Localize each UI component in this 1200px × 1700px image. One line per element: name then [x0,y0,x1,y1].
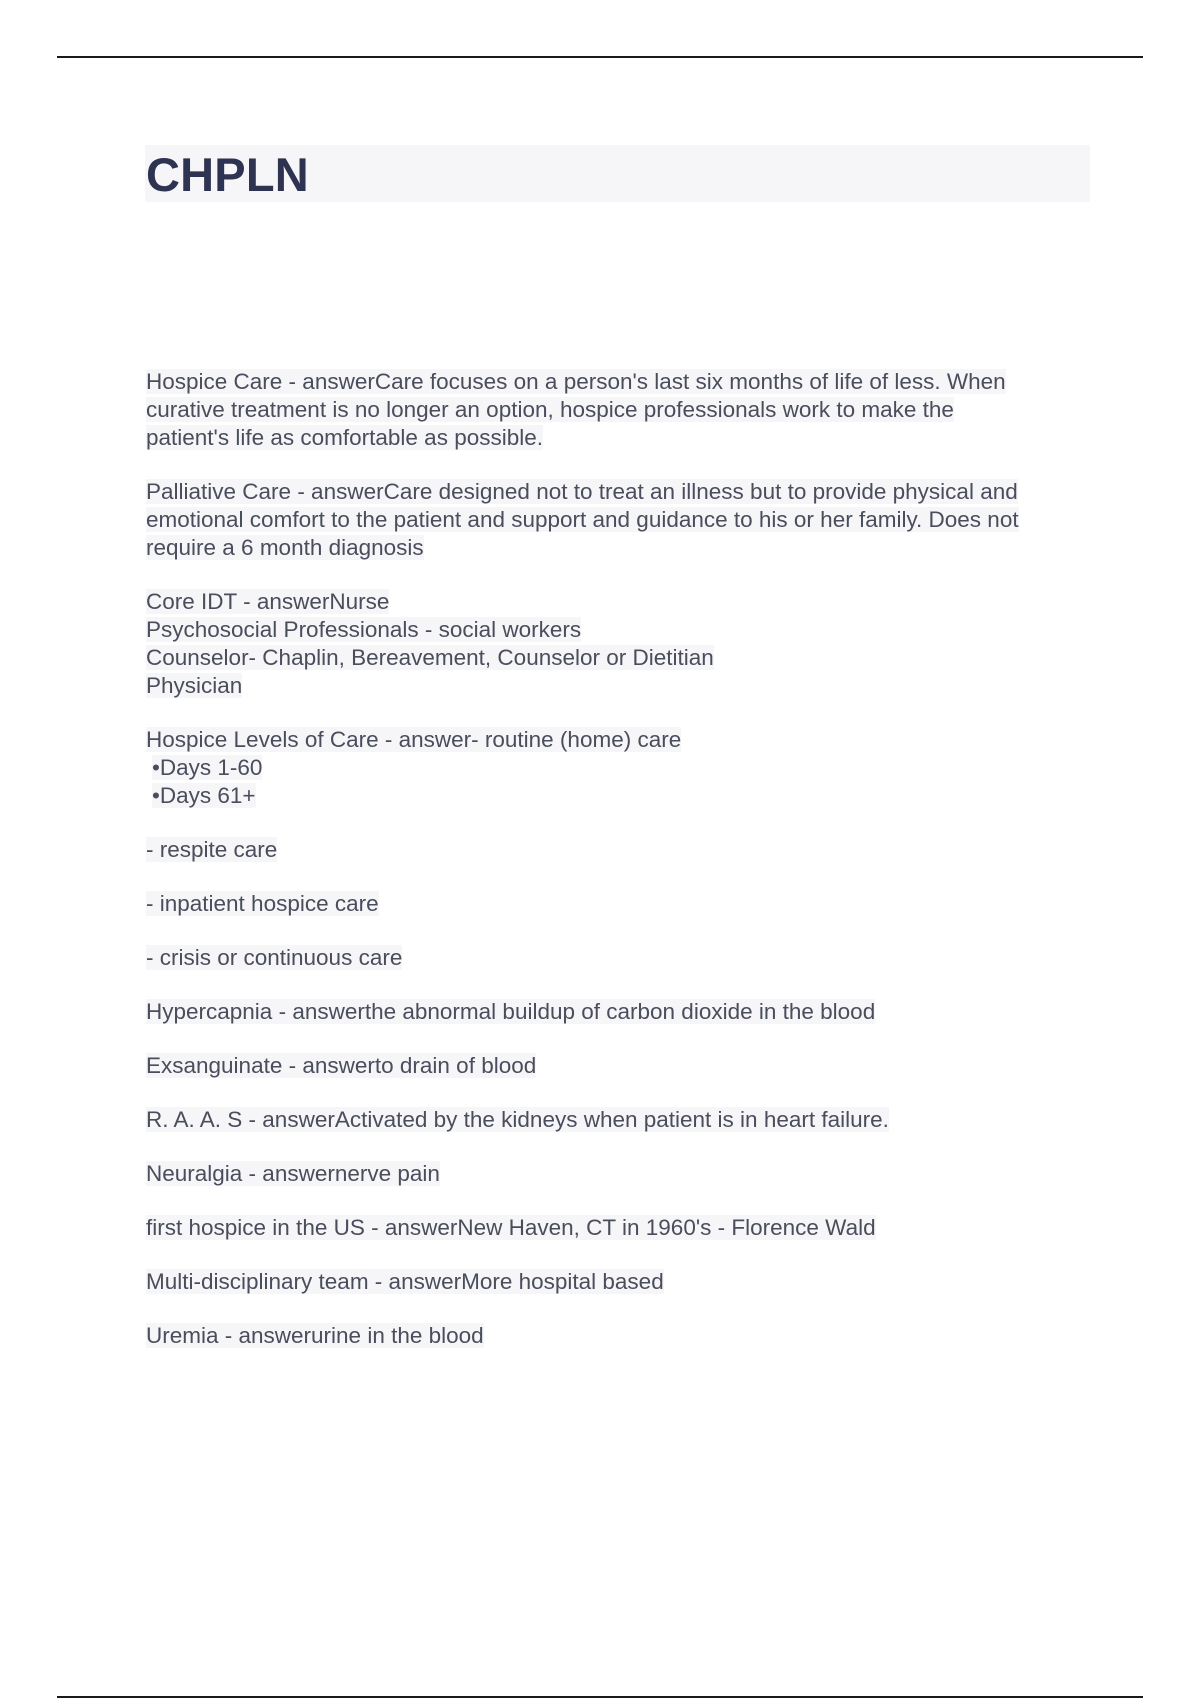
text-line: Hypercapnia - answerthe abnormal buildup of carbon dioxide in the blood [146,999,876,1024]
text-line: Neuralgia - answernerve pain [146,1161,440,1186]
term-exsanguinate [146,1052,1096,1080]
term-hospice-care [146,368,1096,452]
term-palliative-care [146,478,1096,562]
top-divider [57,56,1143,58]
text-line: Physician [146,673,243,698]
term-uremia [146,1322,1096,1350]
text-line: emotional comfort to the patient and support and guidance to his or her family. Does not [146,507,1019,532]
text-line: Palliative Care - answerCare designed not to treat an illness but to provide physical and [146,479,1018,504]
text-line: first hospice in the US - answerNew Haven, CT in 1960's - Florence Wald [146,1215,876,1240]
term-raas [146,1106,1096,1134]
term-hospice-levels-of-care [146,726,1096,810]
text-line: Multi-disciplinary team - answerMore hospital based [146,1269,664,1294]
term-hypercapnia [146,998,1096,1026]
term-multi-disciplinary-team [146,1268,1096,1296]
text-line: Core IDT - answerNurse [146,589,390,614]
text-line: require a 6 month diagnosis [146,535,424,560]
text-line: Psychosocial Professionals - social workers [146,617,582,642]
bullet-line: •Days 1-60 [152,755,263,780]
text-line: - inpatient hospice care [146,891,379,916]
text-line: Hospice Levels of Care - answer- routine (home) care [146,727,682,752]
level-respite-care [146,836,1096,864]
term-neuralgia [146,1160,1096,1188]
text-line: - crisis or continuous care [146,945,403,970]
bullet-line: •Days 61+ [152,783,256,808]
text-line: R. A. A. S - answerActivated by the kidneys when patient is in heart failure. [146,1107,889,1132]
text-line: Counselor- Chaplin, Bereavement, Counselor or Dietitian [146,645,714,670]
text-line: - respite care [146,837,278,862]
level-crisis-care [146,944,1096,972]
term-core-idt [146,588,1096,700]
bottom-divider [57,1696,1143,1698]
text-line: Uremia - answerurine in the blood [146,1323,484,1348]
text-line: Exsanguinate - answerto drain of blood [146,1053,537,1078]
text-line: Hospice Care - answerCare focuses on a person's last six months of life of less. When [146,369,1006,394]
level-inpatient-hospice-care [146,890,1096,918]
page-title: CHPLN [146,148,309,201]
term-first-hospice [146,1214,1096,1242]
text-line: curative treatment is no longer an option, hospice professionals work to make the [146,397,954,422]
flashcard-list [146,368,1096,1376]
text-line: patient's life as comfortable as possible. [146,425,544,450]
